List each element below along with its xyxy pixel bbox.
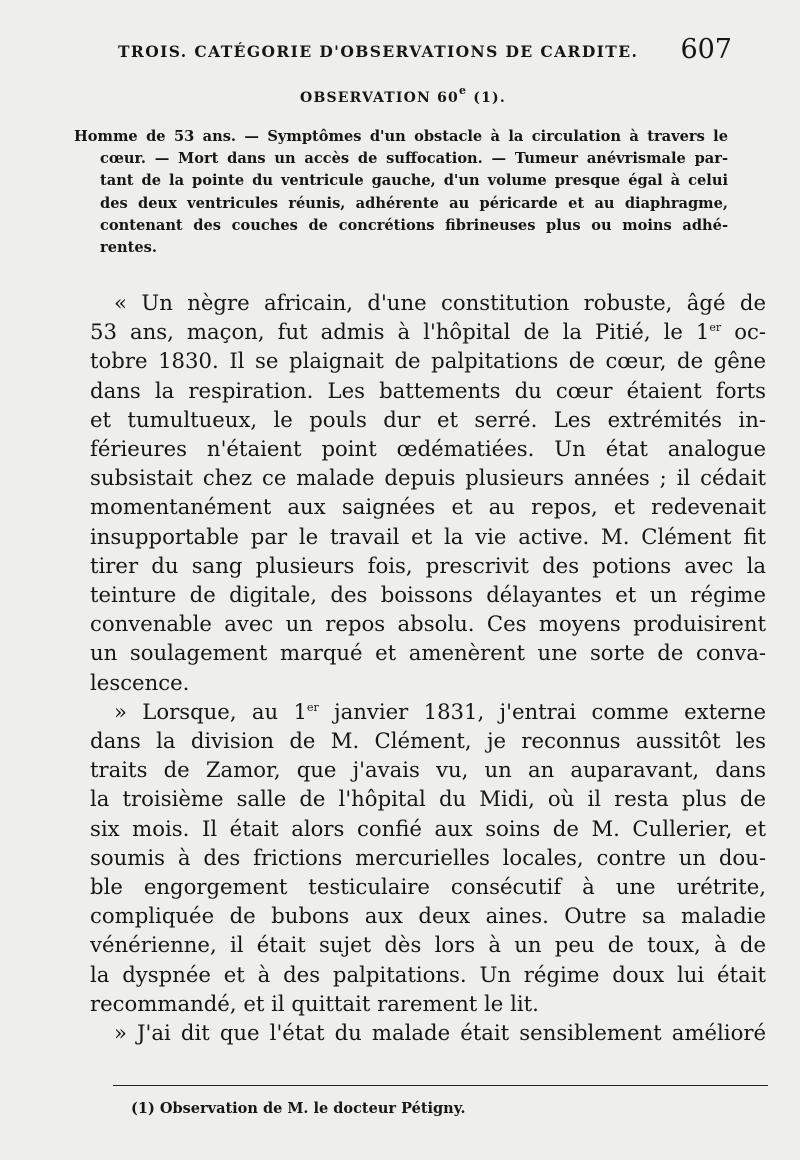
body-line: la dyspnée et à des palpitations. Un régime doux lui était [90, 961, 766, 987]
body-line: vénérienne, il était sujet dès lors à un peu de toux, à de [90, 932, 766, 958]
body-line: tirer du sang plusieurs fois, prescrivit des potions avec la [90, 552, 766, 578]
body-text [90, 288, 766, 1047]
body-line: dans la respiration. Les battements du cœur étaient forts [90, 377, 766, 403]
footnote: (1) Observation de M. le docteur Pétigny. [131, 1100, 466, 1117]
body-line: convenable avec un repos absolu. Ces moyens produisirent [90, 611, 766, 637]
body-line: et tumultueux, le pouls dur et serré. Les extrémités in- [90, 406, 766, 432]
observation-heading: OBSERVATION 60e (1). [300, 84, 506, 106]
body-line: soumis à des frictions mercurielles locales, contre un dou- [90, 844, 766, 870]
body-line: la troisième salle de l'hôpital du Midi, où il resta plus de [90, 786, 766, 812]
body-line: dans la division de M. Clément, je reconnus aussitôt les [90, 728, 766, 754]
summary-line: rentes. [100, 239, 157, 257]
body-line: momentanément aux saignées et au repos, et redevenait [90, 494, 766, 520]
body-line: compliquée de bubons aux deux aines. Outre sa maladie [90, 903, 766, 929]
body-line: ble engorgement testiculaire consécutif à une urétrite, [90, 874, 766, 900]
superscript: er [306, 700, 319, 714]
body-line: tobre 1830. Il se plaignait de palpitations de cœur, de gêne [90, 348, 766, 374]
summary-line: cœur. — Mort dans un accès de suffocation. — Tumeur anévrismale par- [100, 150, 728, 168]
page-number: 607 [680, 34, 732, 65]
body-line: un soulagement marqué et amenèrent une sorte de conva- [90, 640, 766, 666]
body-line: teinture de digitale, des boissons délayantes et un régime [90, 582, 766, 608]
body-line: férieures n'étaient point œdématiées. Un état analogue [90, 436, 766, 462]
summary-line: Homme de 53 ans. — Symptômes d'un obstacle à la circulation à travers le [74, 128, 728, 145]
superscript: e [458, 84, 468, 97]
body-line: » J'ai dit que l'état du malade était sensiblement amélioré [114, 1020, 766, 1046]
observation-summary [74, 126, 728, 259]
summary-line: contenant des couches de concrétions fibrineuses plus ou moins adhé- [100, 216, 728, 234]
body-line: subsistait chez ce malade depuis plusieurs années ; il cédait [90, 465, 766, 491]
body-line: insupportable par le travail et la vie active. M. Clément fit [90, 523, 766, 549]
body-line: lescence. [90, 669, 190, 695]
summary-line: des deux ventricules réunis, adhérente au péricarde et au diaphragme, [100, 194, 728, 212]
running-title: TROIS. CATÉGORIE D'OBSERVATIONS DE CARDITE. [118, 42, 639, 61]
body-line: « Un nègre africain, d'une constitution robuste, âgé de [114, 290, 766, 315]
body-line: recommandé, et il quittait rarement le lit. [90, 990, 539, 1016]
body-line: 53 ans, maçon, fut admis à l'hôpital de la Pitié, le 1er oc- [90, 319, 766, 345]
body-line: traits de Zamor, que j'avais vu, un an auparavant, dans [90, 757, 766, 783]
running-header [112, 34, 732, 64]
superscript: er [709, 321, 722, 335]
footnote-rule [113, 1085, 768, 1086]
body-line: six mois. Il était alors confié aux soins de M. Cullerier, et [90, 815, 766, 841]
body-line: » Lorsque, au 1er janvier 1831, j'entrai comme externe [114, 698, 766, 724]
summary-line: tant de la pointe du ventricule gauche, d'un volume presque égal à celui [100, 172, 728, 190]
